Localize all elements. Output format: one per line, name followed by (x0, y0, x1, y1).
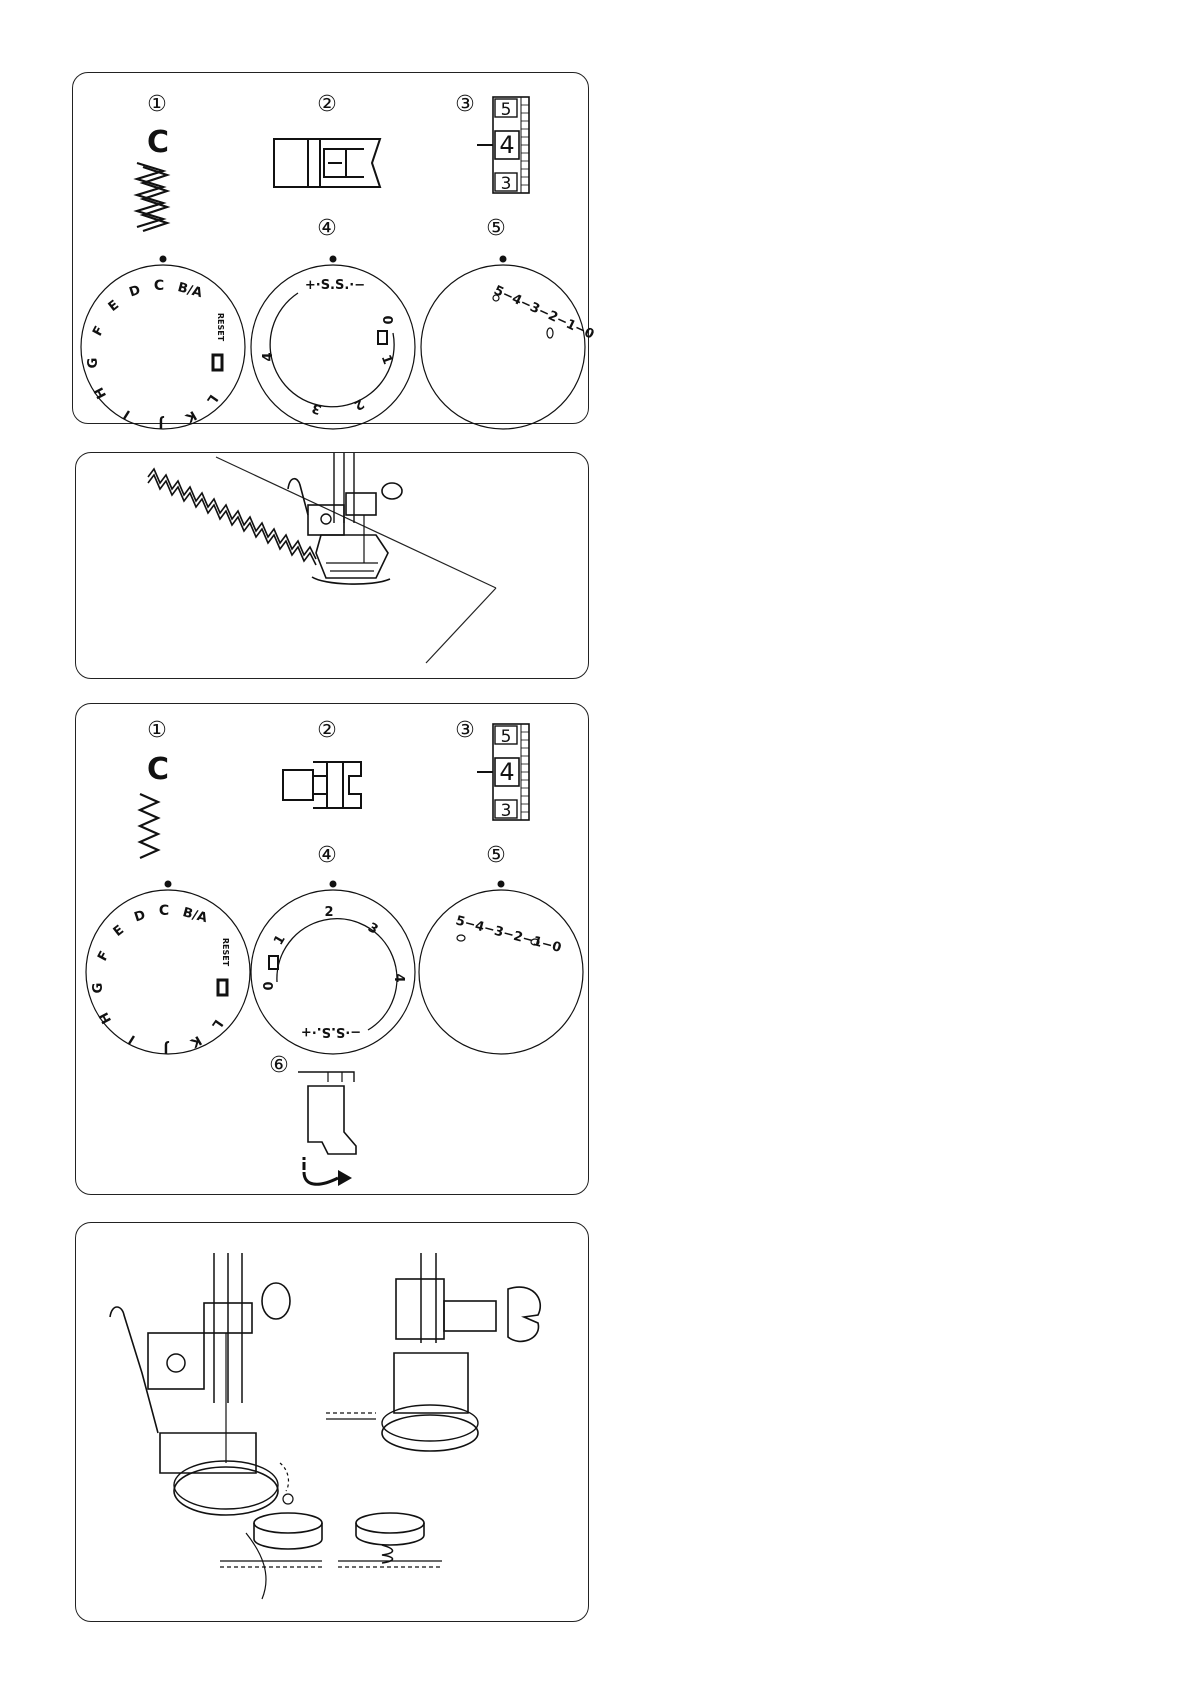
dial-label-d: D (127, 282, 143, 301)
marker-3: ③ (455, 92, 475, 117)
width-4: 4 (261, 352, 276, 362)
pattern-letter: C (147, 125, 170, 160)
dial-label-l: L (208, 1016, 226, 1032)
dial-reset-label: RESET (216, 312, 225, 342)
marker-6: ⑥ (269, 1053, 289, 1078)
marker-1: ① (147, 92, 167, 117)
dial-label-ba: B/A (176, 280, 204, 302)
feed-dog-lowered-icon (298, 1062, 378, 1188)
dial-label-f: F (90, 323, 108, 339)
marker-5: ⑤ (486, 216, 506, 241)
dial-reset-label: RESET (221, 937, 230, 967)
marker-4: ④ (317, 216, 337, 241)
width-2: 2 (324, 905, 334, 920)
pattern-selector-dial (78, 878, 258, 1055)
width-rect-mark (378, 331, 387, 344)
pattern-letter: C (147, 752, 170, 787)
dial-label-h: H (96, 1009, 116, 1026)
width-1: 1 (377, 352, 395, 367)
length-value-5: 5 (500, 727, 512, 747)
stitch-length-display (477, 722, 535, 822)
dial-label-f: F (95, 948, 113, 964)
width-3: 3 (365, 920, 381, 938)
sewing-illustration-zigzag (75, 452, 589, 679)
marker-5: ⑤ (486, 843, 506, 868)
dial-label-ba: B/A (181, 905, 209, 927)
pattern-selector-dial (73, 253, 253, 430)
length-value-3: 3 (500, 801, 512, 821)
width-rect-mark (269, 956, 278, 969)
length-value-4: 4 (499, 758, 515, 786)
tension-scale: 5−4−3−2−1−0 (491, 283, 597, 343)
settings-panel-zigzag (72, 72, 597, 430)
dial-label-g: G (86, 357, 101, 369)
dial-label-e: E (110, 922, 127, 940)
dial-label-g: G (91, 982, 106, 994)
button-sewing-illustration (75, 1222, 589, 1622)
stitch-length-display (477, 95, 535, 195)
thread-tension-dial (413, 253, 597, 423)
dial-label-c: C (153, 278, 165, 294)
dial-rect-mark (213, 355, 222, 370)
length-value-5: 5 (500, 100, 512, 120)
thread-tension-dial (411, 878, 591, 1048)
length-value-3: 3 (500, 174, 512, 194)
zigzag-stitch-icon (133, 161, 183, 233)
zigzag-sewing-illustration (76, 453, 590, 680)
stitch-width-dial (243, 253, 423, 423)
dial-label-i: I (121, 406, 134, 422)
width-1: 1 (271, 932, 289, 948)
zigzag-stitch-icon (136, 788, 166, 860)
marker-1: ① (147, 718, 167, 743)
presser-foot-icon (268, 135, 388, 191)
dial-label-k: K (187, 1032, 204, 1051)
dial-rect-mark (218, 980, 227, 995)
width-ss-label: −·S.S.·+ (300, 1024, 362, 1039)
marker-3: ③ (455, 718, 475, 743)
dial-label-l: L (203, 391, 221, 407)
width-ss-label: +·S.S.·− (304, 278, 366, 293)
button-sewing-diagram (76, 1223, 590, 1623)
dial-label-d: D (132, 907, 148, 926)
dial-label-j: J (158, 415, 164, 430)
dial-label-h: H (91, 384, 111, 401)
width-3: 3 (309, 399, 324, 417)
dial-label-i: I (126, 1031, 139, 1047)
dial-label-j: J (163, 1040, 169, 1055)
button-sewing-foot-icon (281, 758, 381, 814)
dial-label-c: C (158, 903, 170, 919)
length-value-4: 4 (499, 131, 515, 159)
dial-label-e: E (105, 297, 122, 315)
dial-label-k: K (182, 407, 199, 426)
tension-scale: 5−4−3−2−1−0 (453, 913, 563, 957)
marker-4: ④ (317, 843, 337, 868)
width-0: 0 (379, 315, 394, 325)
width-4: 4 (391, 973, 406, 983)
width-2: 2 (351, 395, 367, 413)
marker-2: ② (317, 92, 337, 117)
stitch-width-dial (243, 878, 423, 1048)
marker-2: ② (317, 718, 337, 743)
width-0: 0 (262, 981, 277, 991)
settings-panel-zigzag-button (75, 703, 589, 1195)
